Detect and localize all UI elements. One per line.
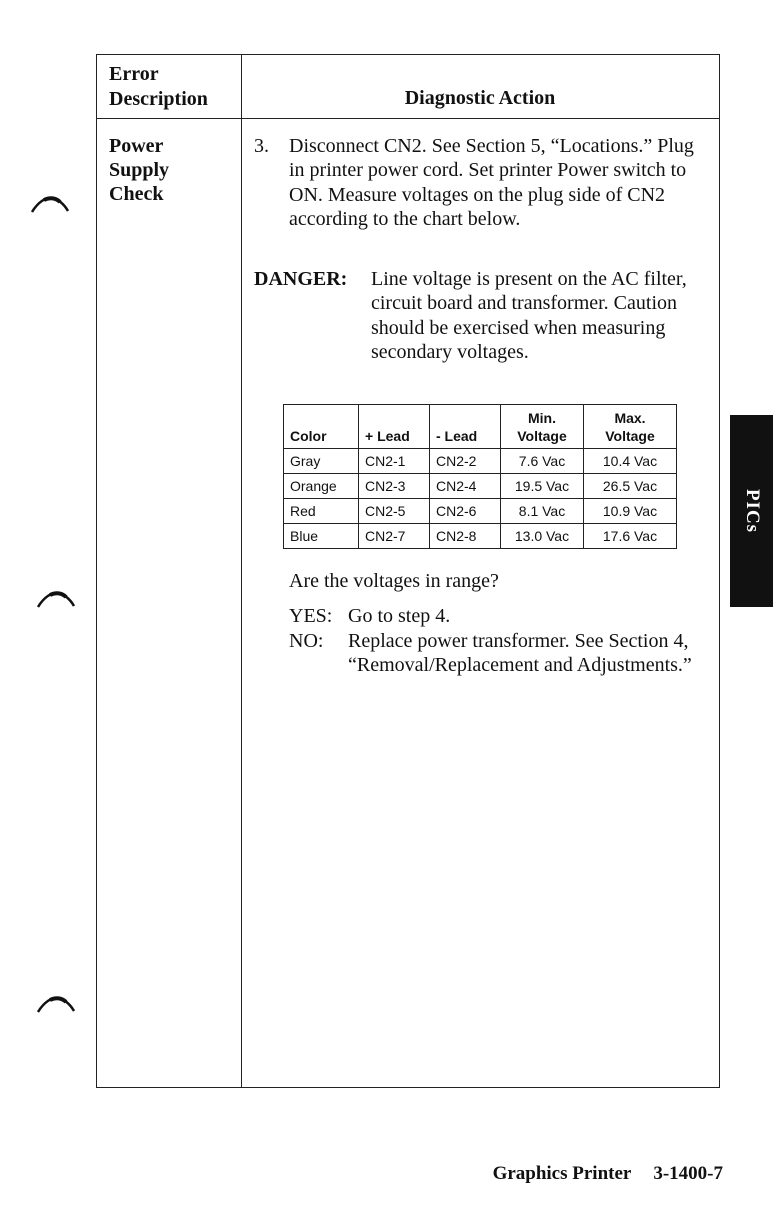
yes-label: YES:: [289, 605, 333, 627]
question-text: Are the voltages in range?: [289, 570, 499, 592]
cell-min-voltage: 13.0 Vac: [501, 524, 584, 549]
yes-text: Go to step 4.: [348, 605, 451, 627]
page-footer: [493, 1163, 723, 1185]
table-row: [284, 499, 677, 524]
cell-color: Gray: [284, 449, 359, 474]
binder-hole-mark-icon: [30, 196, 70, 214]
step-text: Disconnect CN2. See Section 5, “Locations.” Plug in printer power cord. Set printer Power switch to ON. Measure voltages on the plug side of CN2 according to the chart below.: [289, 135, 694, 230]
cell-plus-lead: CN2-7: [359, 524, 430, 549]
cell-minus-lead: CN2-4: [430, 474, 501, 499]
cell-color: Blue: [284, 524, 359, 549]
column-divider: [241, 55, 242, 1087]
cell-max-voltage: 26.5 Vac: [584, 474, 677, 499]
diagnostic-table-frame: [96, 54, 720, 1088]
header-error-description: Error Description: [109, 63, 208, 110]
cell-min-voltage: 8.1 Vac: [501, 499, 584, 524]
error-description-power-supply: Power Supply Check: [109, 135, 170, 205]
cell-minus-lead: CN2-2: [430, 449, 501, 474]
header-divider: [97, 118, 719, 119]
col-header-plus-lead: + Lead: [359, 405, 430, 449]
footer-page-number: 3-1400-7: [653, 1163, 723, 1184]
table-row: [284, 524, 677, 549]
step-number: 3.: [254, 135, 269, 157]
section-tab-pics: [730, 415, 773, 607]
table-row: [284, 449, 677, 474]
cell-plus-lead: CN2-1: [359, 449, 430, 474]
cell-min-voltage: 7.6 Vac: [501, 449, 584, 474]
cell-color: Red: [284, 499, 359, 524]
col-header-color: Color: [284, 405, 359, 449]
section-tab-label: PICs: [741, 488, 763, 534]
cell-plus-lead: CN2-3: [359, 474, 430, 499]
cell-max-voltage: 17.6 Vac: [584, 524, 677, 549]
cell-color: Orange: [284, 474, 359, 499]
no-text: Replace power transformer. See Section 4, “Removal/Replacement and Adjustments.”: [348, 630, 692, 677]
danger-text: Line voltage is present on the AC filter, circuit board and transformer. Caution should be exercised when measuring secondary voltages.: [371, 268, 687, 363]
voltage-table-header-row: [284, 405, 677, 449]
col-header-minus-lead: - Lead: [430, 405, 501, 449]
footer-title: Graphics Printer: [492, 1163, 632, 1184]
cell-plus-lead: CN2-5: [359, 499, 430, 524]
cell-max-voltage: 10.9 Vac: [584, 499, 677, 524]
header-diagnostic-action: Diagnostic Action: [404, 87, 556, 109]
table-row: [284, 474, 677, 499]
cell-minus-lead: CN2-8: [430, 524, 501, 549]
danger-label: DANGER:: [254, 268, 348, 290]
col-header-min-voltage: Min. Voltage: [501, 405, 584, 449]
binder-hole-mark-icon: [36, 591, 76, 609]
col-header-max-voltage: Max. Voltage: [584, 405, 677, 449]
voltage-table: [283, 404, 677, 549]
cell-minus-lead: CN2-6: [430, 499, 501, 524]
binder-hole-mark-icon: [36, 996, 76, 1014]
cell-min-voltage: 19.5 Vac: [501, 474, 584, 499]
cell-max-voltage: 10.4 Vac: [584, 449, 677, 474]
no-label: NO:: [289, 630, 324, 652]
